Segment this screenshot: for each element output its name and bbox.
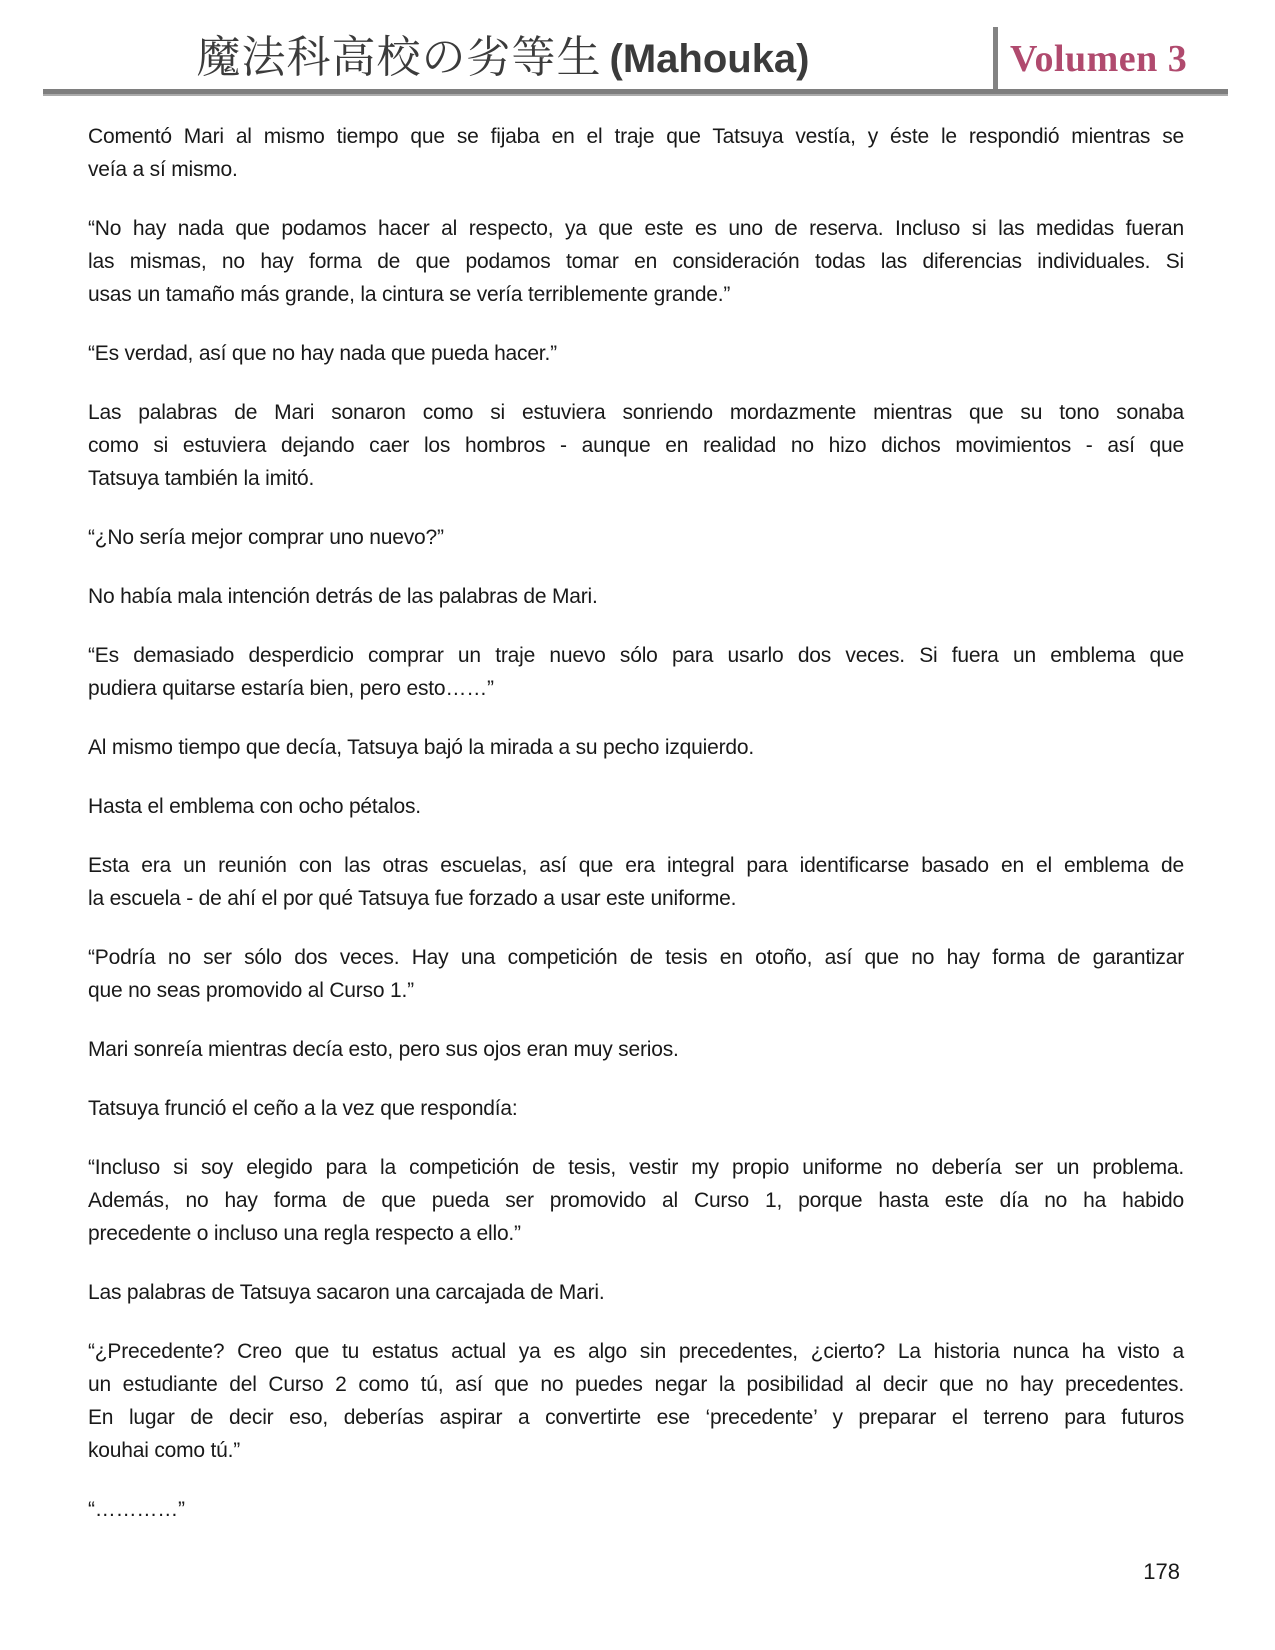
text-line: “Incluso si soy elegido para la competición de tesis, vestir my propio uniforme no debería ser un problema.: [88, 1156, 1184, 1179]
text-line: Las palabras de Mari sonaron como si estuviera sonriendo mordazmente mientras que su tono sonaba: [88, 401, 1184, 424]
text-line: las mismas, no hay forma de que podamos tomar en consideración todas las diferencias individuales. Si: [88, 250, 1184, 273]
paragraph: [88, 1092, 1184, 1125]
text-line: pudiera quitarse estaría bien, pero esto……”: [88, 677, 494, 700]
text-line: “¿No sería mejor comprar uno nuevo?”: [88, 526, 444, 549]
page-number: 178: [1143, 1559, 1180, 1584]
paragraph: [88, 396, 1184, 495]
text-line: Esta era un reunión con las otras escuelas, así que era integral para identificarse basado en el emblema de: [88, 854, 1184, 877]
text-line: Hasta el emblema con ocho pétalos.: [88, 795, 421, 818]
paragraph: [88, 120, 1184, 186]
text-line: “Es demasiado desperdicio comprar un traje nuevo sólo para usarlo dos veces. Si fuera un emblema que: [88, 644, 1184, 667]
text-line: No había mala intención detrás de las palabras de Mari.: [88, 585, 598, 608]
title-japanese: 魔法科高校の劣等生: [196, 32, 602, 83]
text-line: Tatsuya frunció el ceño a la vez que respondía:: [88, 1097, 518, 1120]
page-header: [43, 0, 1228, 96]
paragraph: [88, 1151, 1184, 1250]
text-line: “…………”: [88, 1498, 185, 1521]
page-title: [43, 21, 993, 89]
text-line: veía a sí mismo.: [88, 158, 238, 181]
body-text: [88, 120, 1184, 1552]
title-romanized: (Mahouka): [609, 37, 810, 81]
text-line: Al mismo tiempo que decía, Tatsuya bajó la mirada a su pecho izquierdo.: [88, 736, 754, 759]
text-line: que no seas promovido al Curso 1.”: [88, 979, 414, 1002]
text-line: Comentó Mari al mismo tiempo que se fijaba en el traje que Tatsuya vestía, y éste le respondió mientras se: [88, 125, 1184, 148]
text-line: kouhai como tú.”: [88, 1439, 241, 1462]
text-line: “Es verdad, así que no hay nada que pueda hacer.”: [88, 342, 557, 365]
header-row: [43, 0, 1228, 89]
paragraph: [88, 1033, 1184, 1066]
text-line: como si estuviera dejando caer los hombros - aunque en realidad no hizo dichos movimientos - así que: [88, 434, 1184, 457]
paragraph: [88, 941, 1184, 1007]
volume-label: Volumen 3: [1010, 38, 1188, 80]
text-line: Tatsuya también la imitó.: [88, 467, 315, 490]
text-line: un estudiante del Curso 2 como tú, así que no puedes negar la posibilidad al decir que no hay precedentes.: [88, 1373, 1184, 1396]
paragraph: [88, 731, 1184, 764]
volume-cell: [998, 37, 1228, 89]
paragraph: [88, 580, 1184, 613]
paragraph: [88, 790, 1184, 823]
text-line: “Podría no ser sólo dos veces. Hay una competición de tesis en otoño, así que no hay forma de garantizar: [88, 946, 1184, 969]
paragraph: [88, 849, 1184, 915]
paragraph: [88, 337, 1184, 370]
paragraph: [88, 521, 1184, 554]
text-line: la escuela - de ahí el por qué Tatsuya fue forzado a usar este uniforme.: [88, 887, 737, 910]
paragraph: [88, 1335, 1184, 1467]
text-line: usas un tamaño más grande, la cintura se vería terriblemente grande.”: [88, 283, 731, 306]
text-line: precedente o incluso una regla respecto a ello.”: [88, 1222, 521, 1245]
paragraph: [88, 639, 1184, 705]
text-line: Además, no hay forma de que pueda ser promovido al Curso 1, porque hasta este día no ha habido: [88, 1189, 1184, 1212]
text-line: Mari sonreía mientras decía esto, pero sus ojos eran muy serios.: [88, 1038, 679, 1061]
text-line: “¿Precedente? Creo que tu estatus actual ya es algo sin precedentes, ¿cierto? La historia nunca ha visto a: [88, 1340, 1184, 1363]
paragraph: [88, 212, 1184, 311]
text-line: Las palabras de Tatsuya sacaron una carcajada de Mari.: [88, 1281, 605, 1304]
paragraph: [88, 1276, 1184, 1309]
paragraph: [88, 1493, 1184, 1526]
text-line: “No hay nada que podamos hacer al respecto, ya que este es uno de reserva. Incluso si las medidas fueran: [88, 217, 1184, 240]
text-line: En lugar de decir eso, deberías aspirar a convertirte ese ‘precedente’ y preparar el terreno para futuros: [88, 1406, 1184, 1429]
header-rule: [43, 89, 1228, 96]
